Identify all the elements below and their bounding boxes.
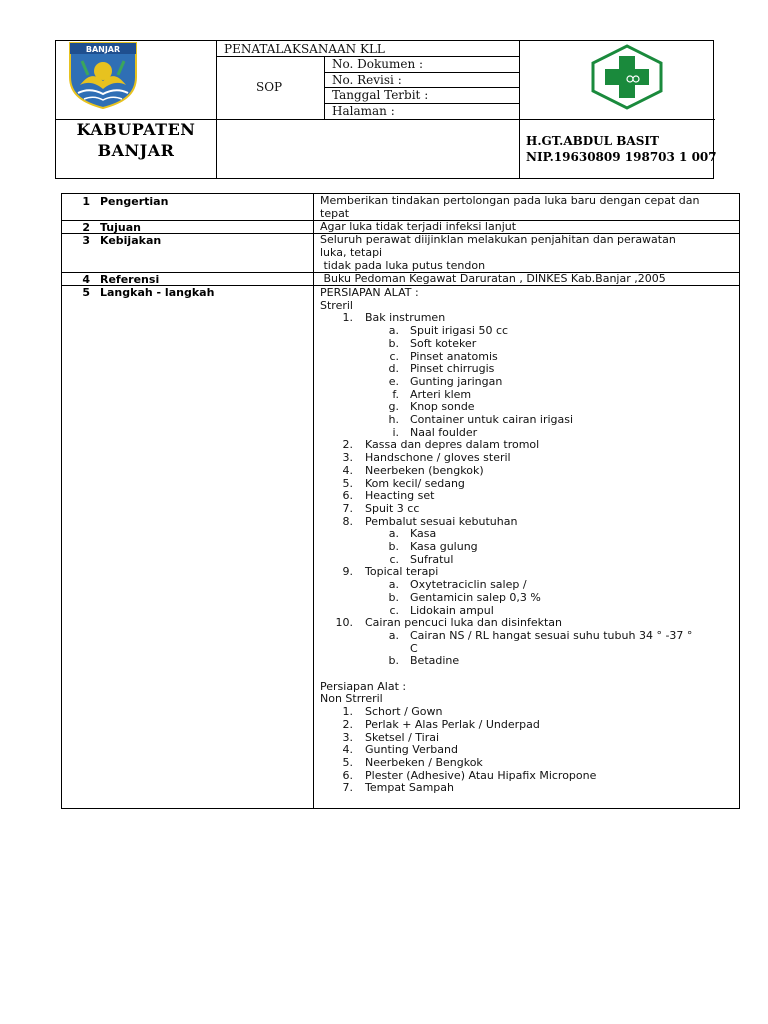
steril-item-number: 6. <box>342 489 353 503</box>
steril-item: Kassa dan depres dalam tromol <box>365 438 540 452</box>
row-label-tujuan: Tujuan <box>100 221 141 234</box>
steril-subitem: Naal foulder <box>410 425 478 439</box>
kebijakan-line: luka, tetapi <box>320 246 383 259</box>
steril-subitem: Pinset chirrugis <box>410 362 495 376</box>
nonsteril-item: Sketsel / Tirai <box>365 730 440 744</box>
meta-tanggal-terbit: Tanggal Terbit : <box>332 88 429 102</box>
pengertian-line: Memberikan tindakan pertolongan pada luka baru dengan cepat dan <box>320 194 700 207</box>
steril-item-number: 9. <box>342 565 353 579</box>
steril-subitem-letter: b. <box>388 590 399 604</box>
steps-heading-persiapan: PERSIAPAN ALAT : <box>320 286 419 299</box>
nonsteril-item: Perlak + Alas Perlak / Underpad <box>365 717 540 731</box>
row-label-referensi: Referensi <box>100 273 160 286</box>
steril-subitem-letter: c. <box>389 603 399 617</box>
steril-subitem: Oxytetraciclin salep / <box>410 578 527 592</box>
steril-subitem-letter: a. <box>388 578 399 592</box>
nonsteril-item: Neerbeken / Bengkok <box>365 755 483 769</box>
steril-subitem: Spuit irigasi 50 cc <box>410 324 509 338</box>
steril-subitem-letter: b. <box>388 336 399 350</box>
steril-subitem-letter: b. <box>388 654 399 668</box>
steril-item-number: 2. <box>342 438 353 452</box>
steril-subitem-letter: i. <box>392 425 399 439</box>
region-name <box>56 119 216 161</box>
steril-subitem: Kasa gulung <box>410 540 478 553</box>
kabupaten-banjar-logo <box>64 41 142 109</box>
steril-subitem: Container untuk cairan irigasi <box>410 413 574 426</box>
kebijakan-line: Seluruh perawat diijinklan melakukan penjahitan dan perawatan <box>320 233 676 246</box>
steril-subitem-letter: a. <box>388 527 399 541</box>
steril-subitem-letter: g. <box>388 400 399 414</box>
steril-subitem: Pinset anatomis <box>410 349 498 363</box>
steril-item-number: 1. <box>342 311 353 325</box>
puskesmas-cross-icon <box>591 44 663 110</box>
sop-content-table <box>61 193 740 809</box>
nonsteril-item-number: 6. <box>342 768 353 782</box>
steril-subitem-letter: b. <box>388 540 399 553</box>
nonsteril-item-number: 2. <box>342 717 353 731</box>
steril-subitem: Gentamicin salep 0,3 % <box>410 590 541 604</box>
steril-subitem: Soft koteker <box>410 336 477 350</box>
steril-subitem: Lidokain ampul <box>410 603 494 617</box>
steril-subitem: Gunting jaringan <box>410 374 503 388</box>
meta-no-dokumen: No. Dokumen : <box>332 57 424 71</box>
steril-item: Kom kecil/ sedang <box>365 476 465 490</box>
region-line-1: KABUPATEN <box>76 120 196 139</box>
nonsteril-item: Tempat Sampah <box>365 781 454 795</box>
steril-subitem-letter: a. <box>388 324 399 338</box>
steril-subitem-letter: f. <box>392 387 399 401</box>
signature-block <box>526 133 717 165</box>
steril-item: Handschone / gloves steril <box>365 451 511 465</box>
steril-subitem: Knop sonde <box>410 400 475 414</box>
meta-halaman: Halaman : <box>332 104 395 118</box>
region-line-2: BANJAR <box>97 141 175 160</box>
row-value-kebijakan <box>320 233 740 272</box>
steril-subitem: Arteri klem <box>410 387 472 401</box>
steril-subitem-letter: d. <box>388 362 399 376</box>
row-number: 2 <box>82 221 90 234</box>
steril-subitem-letter: h. <box>388 413 399 426</box>
steril-item: Cairan pencuci luka dan disinfektan <box>365 616 563 630</box>
signer-name: H.GT.ABDUL BASIT <box>526 134 659 148</box>
nonsteril-item-number: 5. <box>342 755 353 769</box>
nonsteril-item-number: 4. <box>342 743 353 757</box>
nonsteril-item-number: 7. <box>342 781 353 795</box>
steril-subitem-letter: e. <box>388 374 399 388</box>
row-number: 5 <box>82 286 90 299</box>
row-label-kebijakan: Kebijakan <box>100 234 162 247</box>
nonsteril-item-number: 1. <box>342 705 353 719</box>
steps-heading-persiapan-2: Persiapan Alat : <box>320 679 407 693</box>
steril-item-number: 8. <box>342 514 353 528</box>
meta-no-revisi: No. Revisi : <box>332 73 402 87</box>
row-value-pengertian <box>320 194 740 220</box>
nonsteril-item: Schort / Gown <box>365 705 443 719</box>
steril-item-number: 10. <box>335 616 353 630</box>
steril-subitem-letter: c. <box>389 552 399 566</box>
logo-text: BANJAR <box>85 45 121 54</box>
row-value-referensi <box>320 272 740 285</box>
row-label-pengertian: Pengertian <box>100 195 169 208</box>
row-number: 1 <box>82 195 90 208</box>
row-number: 3 <box>82 234 90 247</box>
nonsteril-item: Plester (Adhesive) Atau Hipafix Micropone <box>365 768 597 782</box>
steril-subitem: Sufratul <box>410 552 454 566</box>
steril-item: Pembalut sesuai kebutuhan <box>365 514 518 528</box>
steril-item-number: 4. <box>342 463 353 477</box>
steril-subitem: Cairan NS / RL hangat sesuai suhu tubuh 34 ° -37 ° <box>410 628 693 642</box>
nonsteril-item: Gunting Verband <box>365 743 458 757</box>
steril-item-number: 7. <box>342 501 353 515</box>
steril-item: Neerbeken (bengkok) <box>365 463 484 477</box>
steril-item: Spuit 3 cc <box>365 501 420 515</box>
doc-type: SOP <box>256 80 283 94</box>
steril-item-number: 3. <box>342 451 353 465</box>
row-value-tujuan <box>320 220 740 233</box>
nonsteril-item-number: 3. <box>342 730 353 744</box>
kebijakan-line: tidak pada luka putus tendon <box>320 259 486 272</box>
steril-item: Heacting set <box>365 489 435 503</box>
referensi-line: Buku Pedoman Kegawat Daruratan , DINKES Kab.Banjar ,2005 <box>320 272 666 285</box>
sop-header <box>55 40 717 179</box>
signer-nip: NIP.19630809 198703 1 007 <box>526 150 717 164</box>
steril-item: Bak instrumen <box>365 311 446 325</box>
row-number: 4 <box>82 273 90 286</box>
tujuan-line: Agar luka tidak terjadi infeksi lanjut <box>320 220 517 233</box>
steril-item-number: 5. <box>342 476 353 490</box>
steril-subitem-continuation: C <box>410 641 418 655</box>
steril-subitem: Kasa <box>410 527 437 541</box>
steps-heading-non-steril: Non Strreril <box>320 692 383 706</box>
steril-subitem: Betadine <box>410 654 460 668</box>
steril-subitem-letter: a. <box>388 628 399 642</box>
steril-subitem-letter: c. <box>389 349 399 363</box>
sop-title: PENATALAKSANAAN KLL <box>224 42 385 56</box>
pengertian-line: tepat <box>320 207 350 220</box>
row-label-langkah: Langkah - langkah <box>100 286 215 299</box>
steril-item: Topical terapi <box>365 565 439 579</box>
steps-heading-steril: Streril <box>320 298 353 312</box>
